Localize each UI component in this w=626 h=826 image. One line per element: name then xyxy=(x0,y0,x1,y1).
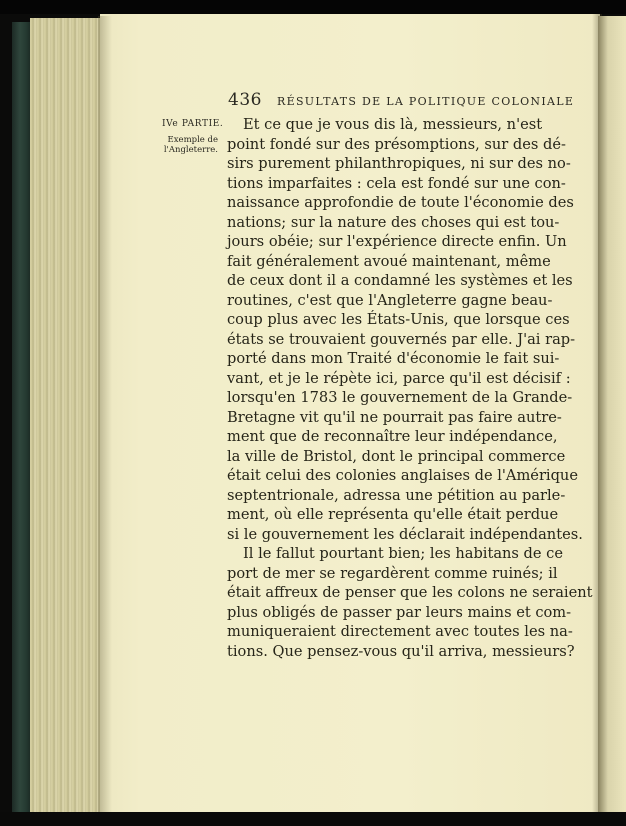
page-number: 436 xyxy=(228,90,262,110)
text-line: coup plus avec les États-Unis, que lorsque ces xyxy=(227,311,570,328)
text-line: jours obéie; sur l'expérience directe enfin. Un xyxy=(227,233,567,250)
facing-page-edge xyxy=(598,16,626,812)
text-line: était celui des colonies anglaises de l'Amérique xyxy=(227,467,578,484)
text-line: si le gouvernement les déclarait indépendantes. xyxy=(227,525,583,543)
text-line: ment, où elle représenta qu'elle était perdue xyxy=(227,506,559,523)
text-line: porté dans mon Traité d'économie le fait sui- xyxy=(227,350,560,367)
text-line: tions. Que pensez-vous qu'il arriva, messieurs? xyxy=(227,642,575,660)
text-line: était affreux de penser que les colons ne seraient xyxy=(227,584,593,601)
text-line: routines, c'est que l'Angleterre gagne beau- xyxy=(227,291,553,309)
text-line: tions imparfaites : cela est fondé sur une con- xyxy=(227,174,566,192)
text-line: sirs purement philanthropiques, ni sur des no- xyxy=(227,155,571,172)
text-line: naissance approfondie de toute l'économie des xyxy=(227,194,574,211)
top-background xyxy=(0,0,626,14)
book-spine xyxy=(12,22,32,812)
body-text xyxy=(227,115,593,661)
text-line: de ceux dont il a condamné les systèmes et les xyxy=(227,272,573,289)
text-line: nations; sur la nature des choses qui est tou- xyxy=(227,213,560,231)
text-line: ment que de reconnaître leur indépendance, xyxy=(227,428,558,445)
text-line: fait généralement avoué maintenant, même xyxy=(227,252,551,270)
bottom-background xyxy=(0,812,626,826)
page-edge-shadow xyxy=(98,16,112,816)
page-header xyxy=(228,90,574,110)
text-line: septentrionale, adressa une pétition au parle- xyxy=(227,486,566,504)
margin-note xyxy=(160,135,218,155)
text-line: Il le fallut pourtant bien; les habitans de ce xyxy=(243,545,563,562)
text-line: Et ce que je vous dis là, messieurs, n'est xyxy=(243,116,543,133)
text-line: port de mer se regardèrent comme ruinés; il xyxy=(227,564,558,582)
text-line: point fondé sur des présomptions, sur des dé- xyxy=(227,135,566,153)
text-line: vant, et je le répète ici, parce qu'il est décisif : xyxy=(227,369,571,387)
text-line: états se trouvaient gouvernés par elle. J'ai rap- xyxy=(227,330,576,348)
running-head: RÉSULTATS DE LA POLITIQUE COLONIALE xyxy=(277,95,575,108)
text-line: Bretagne vit qu'il ne pourrait pas faire autre- xyxy=(227,408,562,426)
text-line: plus obligés de passer par leurs mains et com- xyxy=(227,603,572,621)
text-line: lorsqu'en 1783 le gouvernement de la Grande- xyxy=(227,389,573,406)
text-line: la ville de Bristol, dont le principal commerce xyxy=(227,447,566,465)
margin-note-line: Exemple de xyxy=(167,135,218,145)
text-line: muniqueraient directement avec toutes les na- xyxy=(227,623,573,640)
margin-note-line: l'Angleterre. xyxy=(163,145,218,155)
margin-part-label: IVe PARTIE. xyxy=(162,119,224,129)
